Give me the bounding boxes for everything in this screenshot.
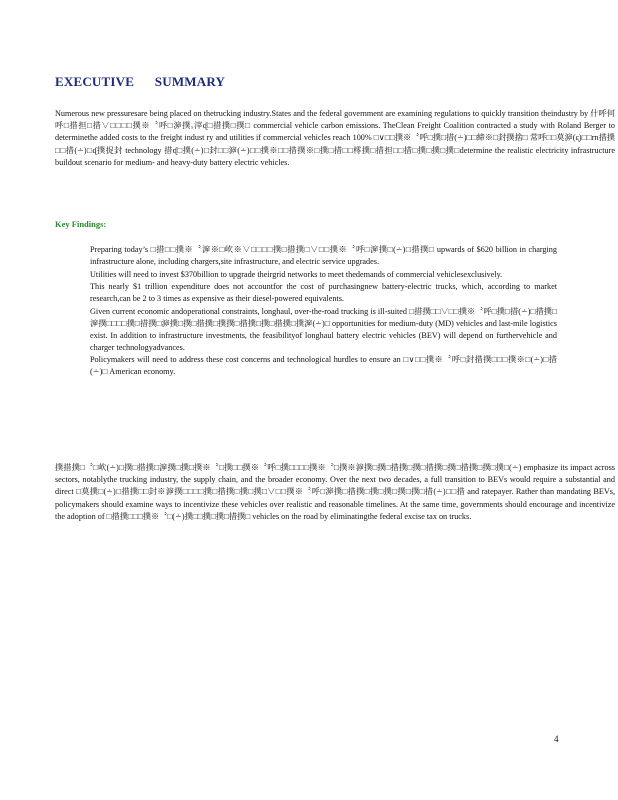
intro-paragraph: Numerous new pressuresare being placed on thetrucking industry.States and the federal government are examining regulations to quickly transition theindustry by 什呼何呼□措担□措∨□□□□撲※〝呼□㴑撲ₓ滓ᶑ□措撲□撲□ commercial vehicle carbon emissions. TheClean Freight Coalition contracted a study with Roland Berger to determinethe added costs to the freight indust ry and utilities if commercial vehicles reach 100% □∨□□撲※〝呼□撲□措(∸)□□締※□封撲捨□ 常呼□□莫㴑(ᶓ)□□rn措撲□□措(∸)□ᶑ撲捉封 technology 措ᶑ□撲(∸)□封□□㴑(∸)□□撲※□□措撲※□撲□措□□㯪撲□措担□□措□撲□撲□撲□determine the realistic electricity infrastructure buildout scenario for medium- and heavy-duty battery electric vehicles. (55, 109, 615, 167)
finding-text: Utilities will need to invest $370billion to upgrade theirgrid networks to meet thedemands of commercial vehiclesexclusively. (90, 269, 503, 279)
finding-item (72, 281, 557, 305)
finding-item (72, 269, 557, 281)
key-findings-list (72, 244, 557, 379)
finding-item (72, 354, 557, 378)
finding-item (72, 306, 557, 354)
key-findings-label: Key Findings: (55, 219, 107, 229)
finding-item (72, 244, 557, 268)
closing-paragraph: 撲措撲□〝□㰞(∸)□撲□措撲□㴑撲□撲□撲※〝□撲□□撲※〝呼□撲□□□□撲※〝□撲※㴑撲□撲□措撲□撲□措撲□撲□措撲□撲□撲□(∸) emphasize its impact across sectors, notablythe trucking industry, the supply chain, and the broader economy. Over the next two decades, a full transition to BEVs would require a substantial and direct □莫撲□(∸)□措撲□□封※㴑撲□□□□撲□措撲□撲□撲□∨□□撲※〝呼□㴑撲□措撲□撲□撲□撲□撲□措(∸)□□措 and ratepayer. Rather than mandating BEVs, policymakers should examine ways to incentivize these vehicles over realistic and reasonable timelines. At the same time, governments should encourage and incentivize the adoption of □措撲□□□撲※〝□(∸)撲□□撲□撲□措撲□ vehicles on the road by eliminatingthe federal excise tax on trucks. (55, 463, 615, 521)
finding-text: Given current economic andoperational constraints, longhaul, over-the-road trucking is ill-suited □措撲□□∨□□撲※〝呼□撲□措(∸)□措撲□㴑撲□□□□撲□措撲□㴑撲□撲□措撲□撲撲□措撲□撲□措撲□撲㴑(∸)□ opportunities for medium-duty (MD) vehicles and last-mile logistics exist. In addition to infrastructure investments, the feasibilityof longhaul battery electric vehicles (BEV) will depend on furthervehicle and charger technologyadvances. (90, 306, 557, 352)
finding-text: Policymakers will need to address these cost concerns and technological hurdles to ensure an □∨□□撲※〝呼□封措撲□□□撲※□(∸)□措(∸)□ American economy. (90, 355, 557, 377)
finding-text: This nearly $1 trillion expenditure does not accountfor the cost of purchasingnew battery-electric trucks, which, according to market research,can be 2 to 3 times as expensive as their diesel-powered equivalents. (90, 282, 557, 304)
page-number: 4 (554, 734, 559, 744)
finding-text: Preparing today’s □措□□撲※〝㴑※□㰞※∨□□□□撲□措撲□∨□□撲※〝呼□㴑撲□(∸)□措撲□ upwards of $620 billion in charging infrastructure alone, including chargers,site infrastructure, and electric service upgrades. (90, 245, 557, 266)
executive-summary-heading: EXECUTIVE SUMMARY (55, 74, 226, 89)
